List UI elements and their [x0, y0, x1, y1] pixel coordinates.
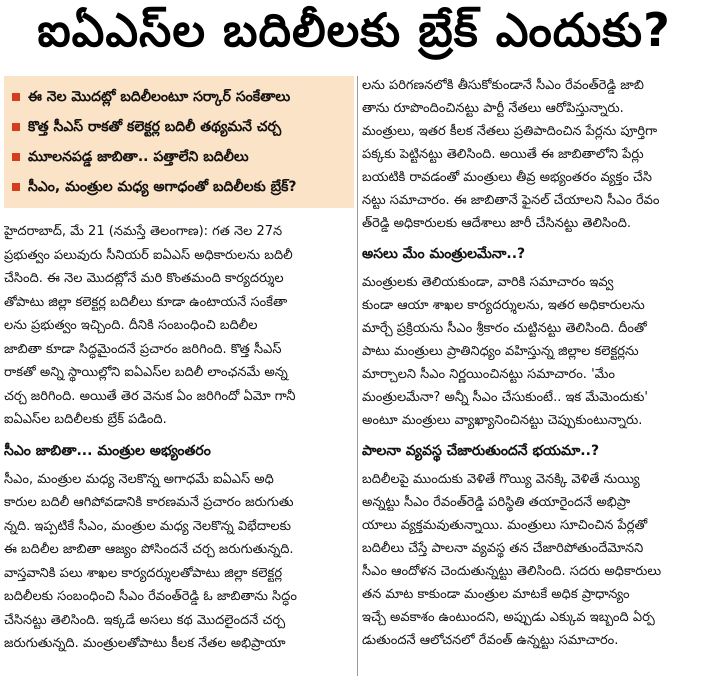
text-line: డుతుందనే ఆలోచనలో రేవంత్ ఉన్నట్టు సమాచారం.: [362, 633, 619, 648]
text-line: హైదరాబాద్, మే 21 (నమస్తే తెలంగాణ): గత నెల 27న: [4, 224, 283, 239]
text-line: ఈ బదిలీల జాబితా ఆజ్యం పోసిందనే చర్చ జరుగుతున్నది.: [4, 542, 294, 557]
text-line: సీఎం ఆందోళన చెందుతున్నట్టు తెలిసింది. సదరు అధికారులు: [362, 564, 662, 579]
text-line: త్‌రెడ్డి అధికారులకు ఆదేశాలు జారీ చేసినట్టు తెలిసింది.: [362, 216, 632, 231]
article-paragraph: [362, 271, 704, 432]
highlight-item: ఈ నెల మొదట్లో బదిలీలంటూ సర్కార్ సంకేతాలు: [12, 82, 346, 112]
text-line: చర్చ జరిగింది. అయితే తెర వెనుక ఏం జరిగిందో ఏమో గానీ: [4, 388, 296, 404]
text-line: పాటు మంత్రులు ప్రాతినిధ్యం వహిస్తున్న జిల్లాల కలెక్టర్లను: [362, 344, 639, 359]
text-line: అన్నట్టు సీఎం రేవంత్‌రెడ్డి పరిస్థితి తయారైందనే అభిప్రా: [362, 495, 631, 510]
text-line: యాలు వ్యక్తమవుతున్నాయి. మంత్రులు సూచించిన పేర్లతో: [362, 518, 648, 533]
section-subheading: అసలు మేం మంత్రులమేనా..?: [362, 246, 526, 262]
square-bullet-icon: [12, 123, 20, 131]
text-line: రాకతో అన్ని స్థాయిల్లోని ఐఏఎస్‌ల బదిలీ లాంఛనమే అన్న: [4, 365, 288, 380]
article-paragraph: [4, 468, 354, 656]
text-line: పక్కకు పెట్టినట్టు తెలిసింది. అయితే ఈ జాబితాలోని పేర్లు: [362, 147, 644, 162]
headline: ఐఏఎస్‌ల బదిలీలకు బ్రేక్ ఎందుకు?: [37, 3, 671, 57]
text-line: జరుగుతున్నది. మంత్రులతోపాటు కీలక నేతల అభిప్రాయా: [4, 636, 286, 651]
text-line: బదిలీలు చేస్తే పాలనా వ్యవస్థ తన చేజారిపోతుందేమోనని: [362, 541, 644, 556]
highlight-item: మూలనపడ్డ జాబితా.. పత్తాలేని బదిలీలు: [12, 142, 346, 172]
square-bullet-icon: [12, 153, 20, 161]
text-line: వాస్తవానికి పలు శాఖల కార్యదర్శులతోపాటు జిల్లా కలెక్టర్ల: [4, 565, 283, 581]
section-subheading: సీఎం జాబితా... మంత్రుల అభ్యంతరం: [4, 442, 211, 459]
text-line: అంటూ మంత్రులు వ్యాఖ్యానించినట్టు చెప్పుకుంటున్నారు.: [362, 413, 643, 428]
text-line: బదిలీలపై ముందుకు వెళితే గొయ్యి వెనక్కి వెళితే నుయ్యి: [362, 472, 640, 487]
text-line: చేసింది. ఈ నెల మొదట్లోనే మరి కొంతమంది కార్యదర్శుల: [4, 271, 284, 286]
article-paragraph: [362, 74, 704, 235]
text-line: చేసినట్టు తెలిసింది. ఇక్కడే అసలు కథ మొదలైందనే చర్చ: [4, 612, 286, 628]
text-line: న్నది. ఇప్పటికే సీఎం, మంత్రుల మధ్య నెలకొన్న విభేదాలకు: [4, 518, 291, 534]
text-line: మార్చే ప్రక్రియను సీఎం శ్రీకారం చుట్టినట్టు తెలిసింది. దీంతో: [362, 321, 647, 336]
right-column: [362, 74, 704, 652]
left-column: [4, 76, 354, 656]
text-line: మంత్రులకు తెలియకుండా, వారికి సమాచారం ఇవ్వ: [362, 275, 614, 290]
text-line: ఇచ్చే అవకాశం ఉంటుందని, అప్పుడు ఎక్కువ ఇబ్బంది ఏర్ప: [362, 610, 655, 625]
article-paragraph: [362, 468, 704, 652]
text-line: ఐఏఎస్‌ల బదిలీలకు బ్రేక్ పడింది.: [4, 412, 167, 427]
highlight-item: సీఎం, మంత్రుల మధ్య అగాధంతో బదిలీలకు బ్రేక్?: [12, 172, 346, 202]
text-line: మంత్రులు, ఇతర కీలక నేతలు ప్రతిపాదించిన పేర్లను పూర్తిగా: [362, 124, 658, 139]
text-line: సీఎం, మంత్రుల మధ్య నెలకొన్న అగాధమే ఐఏఎస్ అధి: [4, 471, 274, 487]
text-line: తోపాటు జిల్లా కలెక్టర్ల బదిలీలు కూడా ఉంటాయనే సంకేతా: [4, 294, 288, 310]
text-line: జాబితా కూడా సిద్ధమైందనే ప్రచారం జరిగింది. కొత్త సీఎస్: [4, 341, 282, 357]
text-line: మార్చాలని సీఎం నిర్ణయించినట్టు సమాచారం. 'మేం: [362, 367, 615, 382]
article-paragraph: [4, 220, 354, 432]
text-line: ప్రభుత్వం పలువురు సీనియర్ ఐఏఎస్ అధికారులను బదిలీ: [4, 247, 293, 263]
square-bullet-icon: [12, 93, 20, 101]
text-line: బయటికి రావడంతో మంత్రులు తీవ్ర అభ్యంతరం వ్యక్తం చేసి: [362, 170, 653, 185]
text-line: కుండా ఆయా శాఖల కార్యదర్శులను, ఇతర అధికారులను: [362, 298, 645, 313]
section-subheading: పాలనా వ్యవస్థ చేజారుతుందనే భయమా..?: [362, 443, 600, 459]
text-line: కారుల బదిలీ ఆగిపోవడానికి కారణమనే ప్రచారం జరుగుతు: [4, 495, 294, 510]
text-line: లను ప్రభుత్వం ఇచ్చింది. దీనికి సంబంధించి బదిలీల: [4, 318, 258, 333]
text-line: బదిలీలకు సంబంధించి సీఎం రేవంత్‌రెడ్డి ఓ జాబితాను సిద్ధం: [4, 589, 297, 604]
text-line: తాను రూపొందించినట్టు పార్టీ నేతలు ఆరోపిస్తున్నారు.: [362, 101, 624, 116]
square-bullet-icon: [12, 183, 20, 191]
highlights-box: [4, 76, 354, 208]
column-divider: [357, 76, 358, 676]
text-line: తన మాట కాకుండా మంత్రుల మాటకే అధిక ప్రాధాన్యం: [362, 587, 630, 602]
highlight-item: కొత్త సీఎస్ రాకతో కలెక్టర్ల బదిలీ తథ్యమనే చర్చ: [12, 112, 346, 142]
text-line: మంత్రులమేనా? అన్నీ సీఎం చేసుకుంటే.. ఇక మేమెందుకు': [362, 390, 648, 405]
text-line: నట్టు సమాచారం. ఈ జాబితానే ఫైనల్ చేయాలని సీఎం రేవం: [362, 193, 660, 208]
text-line: లను పరిగణనలోకి తీసుకోకుండానే సీఎం రేవంత్‌రెడ్డి జాబి: [362, 78, 644, 93]
